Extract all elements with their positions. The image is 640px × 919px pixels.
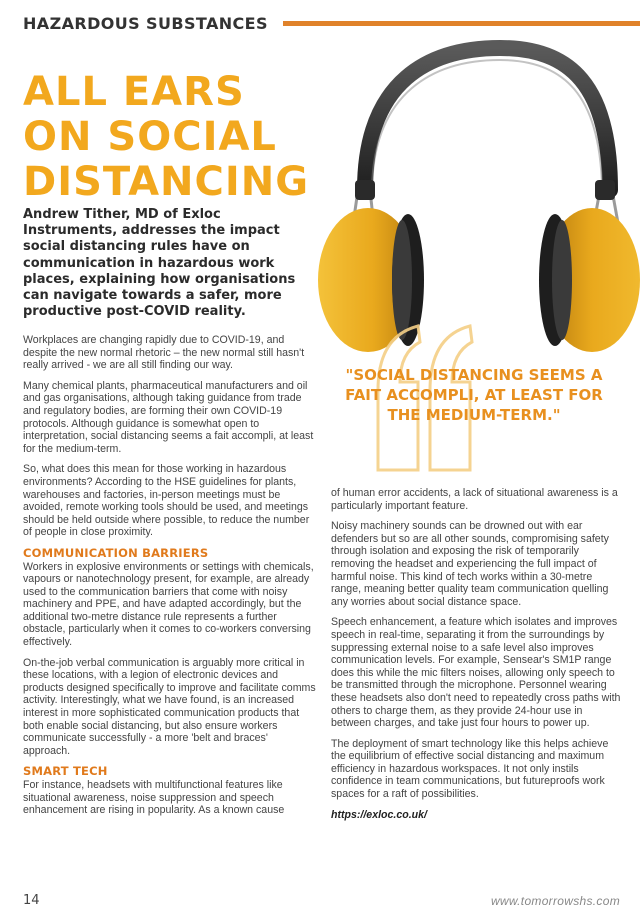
section-divider [283, 21, 640, 26]
subhead-smart-tech: SMART TECH [23, 764, 108, 779]
body-paragraph: On-the-job verbal communication is arguably more critical in these locations, with a legion of electronic devices and products designed specifically to improve and facilitate comms activity. Interestingly, what we have found, is an increased interest in more sophisticated communication products that both enable social distancing, but also ensure workers communicate successfully - a more 'belt and braces' approach. [23, 656, 316, 757]
exloc-link[interactable]: https://exloc.co.uk/ [331, 808, 427, 821]
subhead-communication-barriers: COMMUNICATION BARRIERS [23, 545, 209, 560]
section-label: HAZARDOUS SUBSTANCES [23, 14, 268, 33]
body-paragraph: of human error accidents, a lack of situational awareness is a particularly important feature. [331, 487, 618, 512]
body-paragraph: For instance, headsets with multifunctional features like situational awareness, noise suppression and speech enhancement are rising in popularity. As a known cause [23, 779, 285, 817]
article-title [23, 70, 323, 205]
right-column [331, 487, 623, 821]
footer-website[interactable]: www.tomorrowshs.com [490, 894, 620, 908]
ear-defender-headset-icon [310, 40, 640, 355]
title-line-1: ALL EARS [23, 69, 245, 115]
body-paragraph: Speech enhancement, a feature which isolates and improves speech in real-time, separating it from the surroundings by suppressing external noise to a safe level also improves communication levels. For example, Sensear's SM1P range does this while the mic filters noises, allowing only speech to be transmitted through the microphone. Personnel wearing these headsets also don't need to repeatedly cross paths with others to charge them, as they provide 24-hour use in between charges, and take just four hours to power up. [331, 616, 621, 730]
pull-quote: "SOCIAL DISTANCING SEEMS A FAIT ACCOMPLI, AT LEAST FOR THE MEDIUM-TERM." [345, 366, 603, 424]
body-paragraph: Many chemical plants, pharmaceutical manufacturers and oil and gas organisations, although taking guidance from trade and regulatory bodies, are forming their own COVID-19 protocols. Although guidance is somewhat open to interpretation, social distancing seems a fait accompli, at least for the medium-term. [23, 379, 314, 455]
title-line-3: DISTANCING [23, 159, 310, 205]
standfirst: Andrew Tither, MD of Exloc Instruments, addresses the impact social distancing rules have on communication in hazardous work places, explaining how organisations can navigate towards a safer, more productive post-COVID reality. [23, 207, 296, 320]
page-number: 14 [23, 893, 40, 908]
title-line-2: ON SOCIAL [23, 114, 277, 160]
body-paragraph: Workers in explosive environments or settings with chemicals, vapours or nanotechnology present, for example, are already used to the communication barriers that come with noisy machinery and PPE, and have adapted accordingly, but the additional two-metre distance rule represents a further obstacle, particularly when it comes to co-workers conversing effectively. [23, 560, 314, 649]
body-paragraph: Noisy machinery sounds can be drowned out with ear defenders but so are all other sounds, compromising safety through isolation and exposing the risk of temporarily removing the headset and experiencing the full impact of harmful noise. This kind of tech works within a 30-metre range, meaning better quality team communication quelling any worries about social distance space. [331, 520, 609, 608]
body-paragraph: So, what does this mean for those working in hazardous environments? According to the HSE guidelines for plants, warehouses and factories, in-person meetings must be avoided, remote working tools should be used, and meetings should be held outside where possible, to reduce the number of people in close proximity. [23, 463, 310, 539]
body-paragraph: The deployment of smart technology like this helps achieve the equilibrium of effective social distancing and maximum efficiency in hazardous workspaces. It not only instils confidence in team communications, but futureproofs work spaces for a raft of possibilities. [331, 737, 609, 801]
body-paragraph: Workplaces are changing rapidly due to COVID-19, and despite the new normal rhetoric – the new normal still hasn't really arrived - we are all still finding our way. [23, 334, 305, 372]
left-column [23, 334, 317, 825]
